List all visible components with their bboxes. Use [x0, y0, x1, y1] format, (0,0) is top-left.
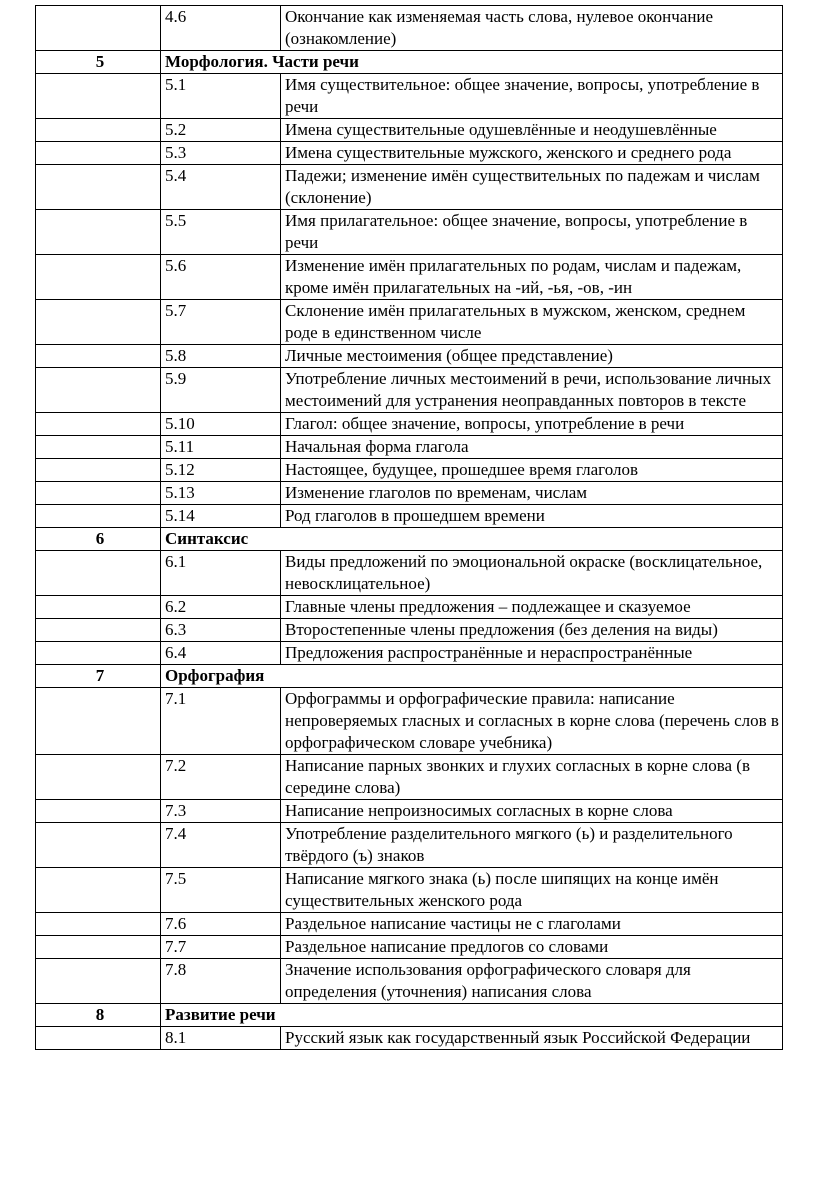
section-number-cell — [36, 6, 161, 51]
section-number: 5 — [36, 51, 161, 74]
item-code: 5.4 — [161, 165, 281, 210]
section-number-cell — [36, 642, 161, 665]
table-row — [36, 482, 783, 505]
item-code: 6.4 — [161, 642, 281, 665]
section-number-cell — [36, 459, 161, 482]
table-row — [36, 413, 783, 436]
table-row — [36, 642, 783, 665]
table-row — [36, 142, 783, 165]
section-number-cell — [36, 368, 161, 413]
table-row — [36, 596, 783, 619]
item-text: Имя прилагательное: общее значение, вопросы, употребление в речи — [281, 210, 783, 255]
item-text: Имена существительные одушевлённые и неодушевлённые — [281, 119, 783, 142]
item-text: Написание парных звонких и глухих согласных в корне слова (в середине слова) — [281, 755, 783, 800]
item-text: Глагол: общее значение, вопросы, употребление в речи — [281, 413, 783, 436]
item-code: 6.2 — [161, 596, 281, 619]
section-title: Морфология. Части речи — [161, 51, 783, 74]
item-text: Предложения распространённые и нераспространённые — [281, 642, 783, 665]
item-code: 5.8 — [161, 345, 281, 368]
item-code: 7.3 — [161, 800, 281, 823]
item-code: 7.5 — [161, 868, 281, 913]
section-number-cell — [36, 345, 161, 368]
table-row — [36, 755, 783, 800]
item-text: Орфограммы и орфографические правила: написание непроверяемых гласных и согласных в корне слова (перечень слов в орфографическом словаре учебника) — [281, 688, 783, 755]
section-number-cell — [36, 619, 161, 642]
table-row — [36, 913, 783, 936]
item-text: Написание непроизносимых согласных в корне слова — [281, 800, 783, 823]
table-row — [36, 551, 783, 596]
section-number-cell — [36, 1027, 161, 1050]
item-text: Изменение глаголов по временам, числам — [281, 482, 783, 505]
table-row — [36, 345, 783, 368]
section-number-cell — [36, 688, 161, 755]
table-row — [36, 936, 783, 959]
section-number-cell — [36, 436, 161, 459]
table-row — [36, 1027, 783, 1050]
table-row — [36, 505, 783, 528]
item-code: 5.2 — [161, 119, 281, 142]
item-text: Значение использования орфографического словаря для определения (уточнения) написания слова — [281, 959, 783, 1004]
item-code: 5.1 — [161, 74, 281, 119]
section-number-cell — [36, 300, 161, 345]
section-number-cell — [36, 119, 161, 142]
section-number-cell — [36, 255, 161, 300]
section-number-cell — [36, 165, 161, 210]
table-row — [36, 210, 783, 255]
table-row — [36, 165, 783, 210]
section-number-cell — [36, 210, 161, 255]
section-number-cell — [36, 413, 161, 436]
section-number-cell — [36, 142, 161, 165]
section-number-cell — [36, 823, 161, 868]
table-row — [36, 368, 783, 413]
section-number-cell — [36, 913, 161, 936]
item-code: 5.12 — [161, 459, 281, 482]
item-code: 7.4 — [161, 823, 281, 868]
table-row — [36, 868, 783, 913]
item-text: Имена существительные мужского, женского и среднего рода — [281, 142, 783, 165]
item-text: Окончание как изменяемая часть слова, нулевое окончание (ознакомление) — [281, 6, 783, 51]
section-number-cell — [36, 868, 161, 913]
table-row — [36, 300, 783, 345]
section-title: Синтаксис — [161, 528, 783, 551]
item-code: 5.5 — [161, 210, 281, 255]
item-text: Изменение имён прилагательных по родам, числам и падежам, кроме имён прилагательных на -ий, -ья, -ов, -ин — [281, 255, 783, 300]
table-row — [36, 619, 783, 642]
section-number-cell — [36, 959, 161, 1004]
section-number: 8 — [36, 1004, 161, 1027]
item-text: Раздельное написание предлогов со словами — [281, 936, 783, 959]
item-text: Начальная форма глагола — [281, 436, 783, 459]
item-text: Имя существительное: общее значение, вопросы, употребление в речи — [281, 74, 783, 119]
section-title: Орфография — [161, 665, 783, 688]
section-number: 7 — [36, 665, 161, 688]
section-row — [36, 528, 783, 551]
section-number-cell — [36, 505, 161, 528]
section-row — [36, 1004, 783, 1027]
section-number-cell — [36, 936, 161, 959]
table-row — [36, 6, 783, 51]
item-code: 6.3 — [161, 619, 281, 642]
section-number-cell — [36, 755, 161, 800]
item-text: Личные местоимения (общее представление) — [281, 345, 783, 368]
item-code: 5.11 — [161, 436, 281, 459]
section-row — [36, 665, 783, 688]
section-number-cell — [36, 800, 161, 823]
item-code: 5.13 — [161, 482, 281, 505]
table-row — [36, 119, 783, 142]
item-text: Употребление разделительного мягкого (ь) и разделительного твёрдого (ъ) знаков — [281, 823, 783, 868]
item-code: 6.1 — [161, 551, 281, 596]
item-code: 7.8 — [161, 959, 281, 1004]
item-code: 7.2 — [161, 755, 281, 800]
table-row — [36, 823, 783, 868]
item-code: 5.10 — [161, 413, 281, 436]
item-code: 8.1 — [161, 1027, 281, 1050]
item-code: 5.3 — [161, 142, 281, 165]
item-text: Род глаголов в прошедшем времени — [281, 505, 783, 528]
table-row — [36, 800, 783, 823]
section-row — [36, 51, 783, 74]
section-number-cell — [36, 482, 161, 505]
table-row — [36, 959, 783, 1004]
item-code: 5.14 — [161, 505, 281, 528]
item-text: Написание мягкого знака (ь) после шипящих на конце имён существительных женского рода — [281, 868, 783, 913]
item-text: Употребление личных местоимений в речи, использование личных местоимений для устранения неоправданных повторов в тексте — [281, 368, 783, 413]
item-text: Раздельное написание частицы не с глаголами — [281, 913, 783, 936]
item-code: 7.6 — [161, 913, 281, 936]
section-number-cell — [36, 74, 161, 119]
table-row — [36, 459, 783, 482]
item-code: 4.6 — [161, 6, 281, 51]
item-code: 5.6 — [161, 255, 281, 300]
section-title: Развитие речи — [161, 1004, 783, 1027]
section-number-cell — [36, 596, 161, 619]
item-text: Русский язык как государственный язык Российской Федерации — [281, 1027, 783, 1050]
item-text: Второстепенные члены предложения (без деления на виды) — [281, 619, 783, 642]
table-row — [36, 255, 783, 300]
item-text: Настоящее, будущее, прошедшее время глаголов — [281, 459, 783, 482]
table-row — [36, 688, 783, 755]
section-number-cell — [36, 551, 161, 596]
item-code: 5.7 — [161, 300, 281, 345]
section-number: 6 — [36, 528, 161, 551]
curriculum-table-body — [36, 6, 783, 1050]
item-code: 5.9 — [161, 368, 281, 413]
curriculum-table — [35, 5, 783, 1050]
item-text: Склонение имён прилагательных в мужском, женском, среднем роде в единственном числе — [281, 300, 783, 345]
table-row — [36, 74, 783, 119]
table-row — [36, 436, 783, 459]
item-text: Главные члены предложения – подлежащее и сказуемое — [281, 596, 783, 619]
item-code: 7.7 — [161, 936, 281, 959]
item-code: 7.1 — [161, 688, 281, 755]
item-text: Виды предложений по эмоциональной окраске (восклицательное, невосклицательное) — [281, 551, 783, 596]
item-text: Падежи; изменение имён существительных по падежам и числам (склонение) — [281, 165, 783, 210]
